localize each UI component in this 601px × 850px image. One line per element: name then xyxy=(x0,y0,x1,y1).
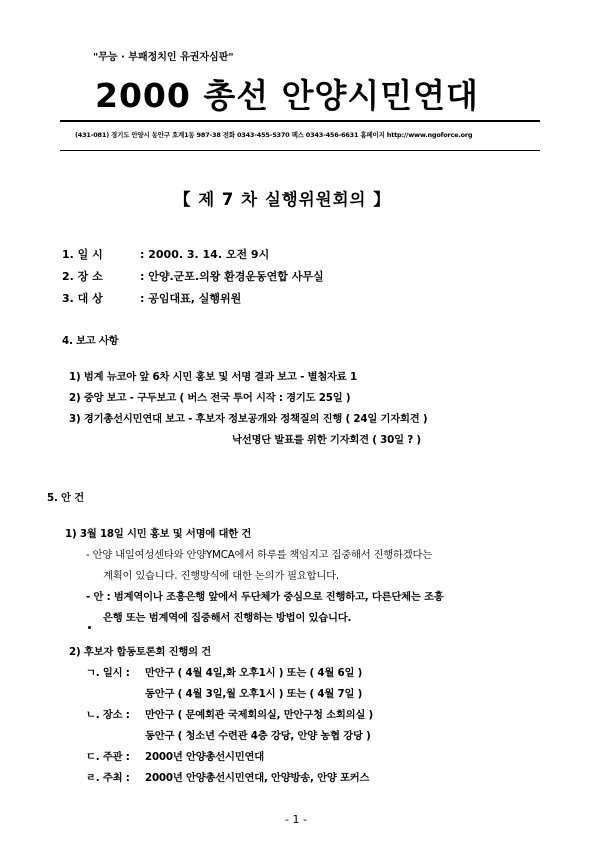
forum-row-label: ㄱ. 일시 : xyxy=(86,667,130,679)
page-number: - 1 - xyxy=(285,813,307,826)
report-item: 1) 범계 뉴코아 앞 6차 시민 홍보 및 서명 결과 보고 - 별첨자료 1 xyxy=(69,371,357,383)
info-place-label: 2. 장 소 xyxy=(62,270,103,283)
header-bottom-divider xyxy=(60,150,540,151)
forum-row-label: ㄷ. 주관 : xyxy=(86,751,130,763)
agenda-item-title: 2) 후보자 합동토론회 진행의 건 xyxy=(69,646,211,658)
report-item: 3) 경기총선시민연대 보고 - 후보자 정보공개와 정책질의 진행 ( 24일 기자회견 ) xyxy=(69,413,428,425)
report-item: 2) 중앙 보고 - 구두보고 ( 버스 전국 투어 시작 : 경기도 25일 ) xyxy=(69,392,351,404)
forum-row-text: 만안구 ( 4월 4일,화 오후1시 ) 또는 ( 4월 6일 ) xyxy=(145,667,363,679)
contact-info: (431-081) 경기도 안양시 동안구 호계1동 987-38 전화 0343-455-5370 팩스 0343-456-6631 홈페이지 http://www.ngoforce.org xyxy=(75,131,473,139)
info-target-label: 3. 대 상 xyxy=(62,292,103,305)
agenda-item-line: 은행 또는 범계역에 집중해서 진행하는 방법이 있습니다. xyxy=(103,612,352,624)
agenda-item-line: - 안 : 범계역이나 조흥은행 앞에서 두단체가 중심으로 진행하고, 다른단체는 조흥 xyxy=(86,591,444,603)
meeting-title: 【 제 7 차 실행위원회의 】 xyxy=(174,190,391,209)
agenda-item-line: - 안양 내일여성센타와 안양YMCA에서 하루를 책임지고 집중해서 진행하겠다는 xyxy=(86,549,433,561)
info-target-value: : 공임대표, 실행위원 xyxy=(140,292,242,305)
organization-title: 2000 총선 안양시민연대 xyxy=(95,76,479,115)
stray-dot xyxy=(88,626,91,629)
info-date-label: 1. 일 시 xyxy=(62,248,103,261)
report-item-continuation: 낙선명단 발표를 위한 기자회견 ( 30일 ? ) xyxy=(232,434,421,446)
forum-row-text: 2000년 안양총선시민연대, 안양방송, 안양 포커스 xyxy=(145,772,370,784)
forum-row-label: ㄴ. 장소 : xyxy=(86,709,130,721)
info-date-value: : 2000. 3. 14. 오전 9시 xyxy=(140,248,270,261)
forum-row-text: 동안구 ( 청소년 수련관 4층 강당, 안양 농협 강당 ) xyxy=(145,730,371,742)
forum-row-text: 동안구 ( 4월 3일,월 오후1시 ) 또는 ( 4월 7일 ) xyxy=(145,688,363,700)
header-divider xyxy=(60,120,540,122)
info-place-value: : 안양.군포.의왕 환경운동연합 사무실 xyxy=(140,270,324,283)
slogan: "무능 · 부패정치인 유권자심판" xyxy=(93,52,234,63)
report-heading: 4. 보고 사항 xyxy=(62,335,119,347)
agenda-heading: 5. 안 건 xyxy=(47,492,84,504)
forum-row-text: 만안구 ( 문예회관 국제회의실, 만안구청 소회의실 ) xyxy=(145,709,373,721)
forum-row-label: ㄹ. 주최 : xyxy=(86,772,130,784)
agenda-item-line: 계획이 있습니다. 진행방식에 대한 논의가 필요합니다. xyxy=(103,570,339,582)
forum-row-text: 2000년 안양총선시민연대 xyxy=(145,751,264,763)
agenda-item-title: 1) 3월 18일 시민 홍보 및 서명에 대한 건 xyxy=(65,528,252,540)
